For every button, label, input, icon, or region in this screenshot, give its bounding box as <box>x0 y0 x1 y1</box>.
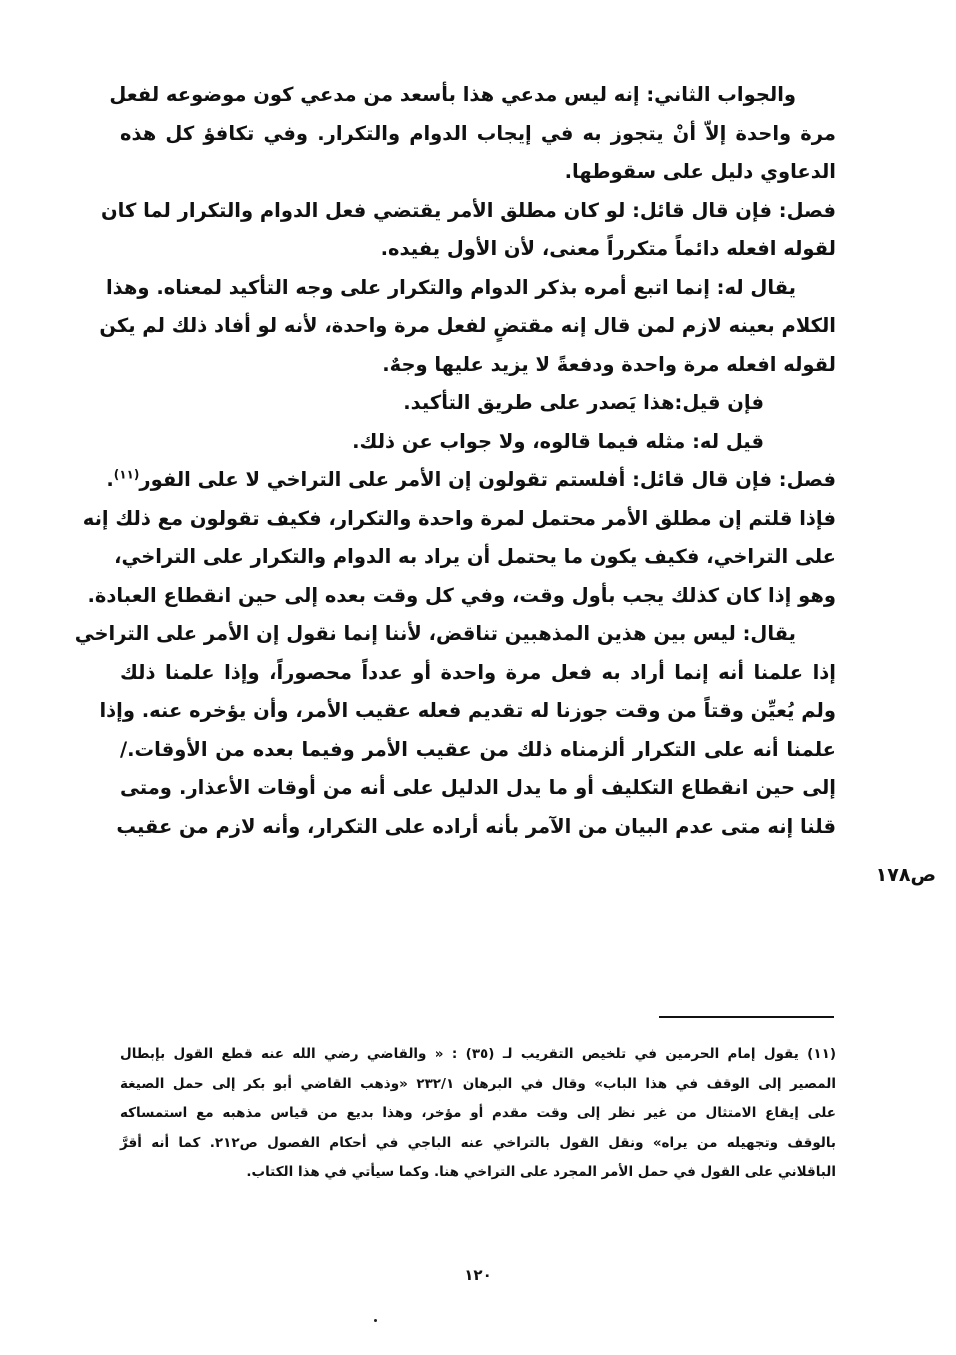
footnote-separator <box>659 1016 834 1018</box>
body-line: إذا علمنا أنه إنما أراد به فعل مرة واحدة أو عدداً محصوراً، وإذا علمنا ذلك <box>120 660 836 684</box>
body-line: يقال: ليس بين هذين المذهبين تناقض، لأننا إنما نقول إن الأمر على التراخي <box>74 622 796 645</box>
footnote-line: الباقلاني على القول في حمل الأمر المجرد على التراخي هنا. وكما سيأتي في هذا الكتاب. <box>246 1164 836 1180</box>
footnote-reference: (١١) <box>113 467 140 482</box>
section-heading-text: فصل: فإن قال قائل: أفلستم تقولون إن الأمر على التراخي لا على الفور <box>139 468 836 491</box>
section-heading-line: فصل: فإن قال قائل: لو كان مطلق الأمر يقتضي فعل الدوام والتكرار لما كان <box>101 198 836 222</box>
body-line: على التراخي، فكيف يكون ما يحتمل أن يراد به الدوام والتكرار على التراخي، <box>114 545 836 568</box>
body-line: مرة واحدة إلاّ أنْ يتجوز به في إيجاب الدوام والتكرار. وفي تكافؤ كل هذه <box>120 121 836 145</box>
body-line: يقال له: إنما اتبع أمره بذكر الدوام والتكرار على وجه التأكيد لمعناه. وهذا <box>105 275 796 299</box>
body-line: قيل له: مثله فيما قالوه، ولا جواب عن ذلك. <box>352 429 764 453</box>
body-line: الكلام بعينه لازم لمن قال إنه مقتضٍ لفعل مرة واحدة، لأنه لو أفاد ذلك لم يكن <box>99 314 836 337</box>
body-line: وهو إذا كان كذلك يجب بأول وقت، وفي كل وقت بعده إلى حين انقطاع العبادة. <box>87 583 836 607</box>
body-line: علمنا أنه على التكرار ألزمناه ذلك من عقيب الأمر وفيما بعده من الأوقات./ <box>120 737 836 761</box>
footnote-line: (١١) يقول إمام الحرمين في تلخيص التقريب لـ (٣٥) : « والقاضي رضي الله عنه قطع القول بإبطال <box>120 1046 836 1062</box>
body-line: لقوله افعله مرة واحدة ودفعةً لا يزيد عليها وجهٌ. <box>382 352 836 376</box>
body-line: قلنا إنه متى عدم البيان من الآمر بأنه أراده على التكرار، وأنه لازم من عقيب <box>116 814 836 838</box>
page-number: ١٢٠ <box>464 1266 492 1284</box>
section-heading-line: فصل: فإن قال قائل: أفلستم تقولون إن الأمر على التراخي لا على الفور$^{(١١)}$. <box>106 467 836 491</box>
margin-page-reference: ص١٧٨ <box>875 864 936 886</box>
body-line: إلى حين انقطاع التكليف أو ما يدل الدليل على أنه من أوقات الأعذار. ومتى <box>120 776 836 799</box>
scan-speck <box>374 1319 377 1322</box>
footnotes-block <box>120 1040 836 1188</box>
main-text-block <box>74 76 836 846</box>
body-line: فإذا قلتم إن مطلق الأمر محتمل لمرة واحدة والتكرار، فكيف تقولون مع ذلك إنه <box>82 506 836 530</box>
body-line: والجواب الثاني: إنه ليس مدعي هذا بأسعد من مدعي كون موضوعه لفعل <box>109 83 796 106</box>
body-line: الدعاوي دليل على سقوطها. <box>564 160 836 183</box>
body-line: لقوله افعله دائماً متكرراً معنى، لأن الأول يفيده. <box>380 237 836 260</box>
body-line: ولم يُعيِّن وقتاً من وقت جوزنا له تقديم فعله عقيب الأمر، وأن يؤخره عنه. وإذا <box>99 699 836 722</box>
footnote-line: بالوقف وتجهيله من يراه» ونقل القول بالتراخي عنه الباجي في أحكام الفصول ص٢١٢. كما أنه أقرَّ <box>120 1134 836 1151</box>
footnote-line: على إيقاع الامتثال من غير نظر إلى وقت مقدم أو مؤخر، وهذا بديع من قياس مذهبه مع استمساكه <box>120 1105 836 1121</box>
body-line: فإن قيل:هذا يَصدر على طريق التأكيد. <box>403 391 764 414</box>
footnote-line: المصير إلى الوقف في هذا الباب» وقال في البرهان ٢٣٢/١ «وذهب القاضي أبو بكر إلى حمل الصيغة <box>120 1075 836 1092</box>
